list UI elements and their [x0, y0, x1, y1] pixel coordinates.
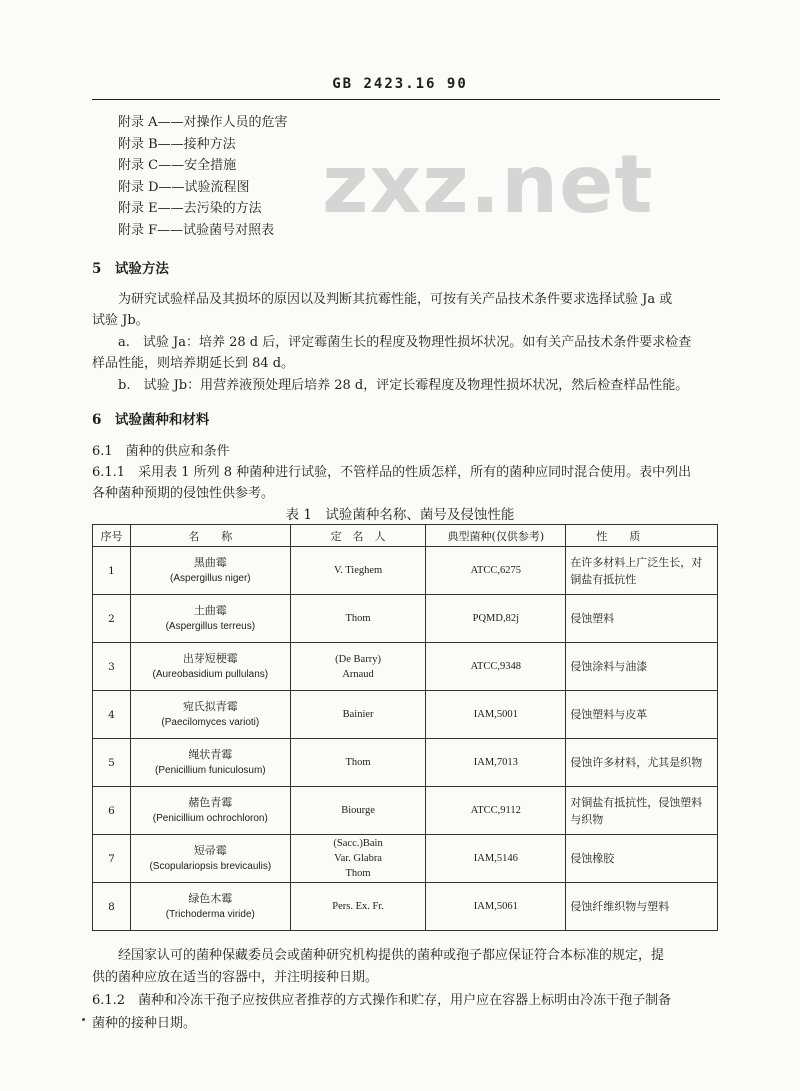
cell-strain: ATCC,9348 — [426, 643, 566, 691]
author-line: (Sacc.)Bain — [333, 838, 383, 849]
author-line: Pers. Ex. Fr. — [332, 901, 384, 912]
scan-speck — [82, 1018, 85, 1021]
author-line: Thom — [345, 613, 371, 624]
appendix-item: 附录 E——去污染的方法 — [118, 201, 262, 216]
author-line: Biourge — [341, 805, 375, 816]
species-cn: 绿色木霉 — [188, 892, 233, 905]
cell-name — [130, 883, 290, 931]
species-cn: 出芽短梗霉 — [182, 652, 238, 665]
cell-property: 侵蚀塑料 — [566, 595, 718, 643]
species-cn: 黑曲霉 — [193, 556, 227, 569]
author-line: V. Tieghem — [333, 565, 383, 576]
table-header-row — [93, 525, 718, 547]
cell-no: 2 — [93, 595, 131, 643]
cell-property: 侵蚀许多材料，尤其是织物 — [566, 739, 718, 787]
species-cn: 绳状青霉 — [188, 748, 233, 761]
table-body — [93, 547, 718, 931]
cell-strain: IAM,5146 — [426, 835, 566, 883]
cell-name — [130, 835, 290, 883]
table-row — [93, 835, 718, 883]
cell-no: 8 — [93, 883, 131, 931]
page-header: GB 2423.16 90 — [332, 76, 468, 92]
appendix-list — [118, 112, 288, 241]
table-row — [93, 883, 718, 931]
cell-name — [130, 691, 290, 739]
species-cn: 土曲霉 — [193, 604, 227, 617]
table-row — [93, 739, 718, 787]
section-6-1: 6.1 菌种的供应和条件 — [92, 444, 230, 459]
author-line: Var. Glabra — [334, 853, 382, 864]
strain-table — [92, 524, 718, 931]
section-5-paragraph-cont: 试验 Jb。 — [92, 313, 149, 328]
cell-no: 4 — [93, 691, 131, 739]
section-5-title: 5 试验方法 — [92, 261, 169, 277]
species-cn: 短帚霉 — [193, 844, 227, 857]
author-line: (De Barry) — [335, 653, 381, 665]
author-line: Arnaud — [342, 668, 374, 680]
table-row — [93, 595, 718, 643]
after-paragraph: 经国家认可的菌种保藏委员会或菌种研究机构提供的菌种或孢子都应保证符合本标准的规定，提 — [118, 948, 665, 963]
species-latin: (Aureobasidium pullulans) — [152, 669, 269, 680]
cell-strain: ATCC,6275 — [426, 547, 566, 595]
header-name: 名 称 — [130, 525, 290, 547]
header-no: 序号 — [93, 525, 131, 547]
appendix-item: 附录 F——试验菌号对照表 — [118, 222, 275, 238]
appendix-item: 附录 B——接种方法 — [118, 136, 236, 152]
cell-strain: IAM,5001 — [426, 691, 566, 739]
cell-no: 6 — [93, 787, 131, 835]
watermark: zxz.net — [322, 138, 654, 231]
item-b: b. 试验 Jb：用营养液预处理后培养 28 d，评定长霉程度及物理性损坏状况，然后检查样品性能。 — [118, 378, 689, 393]
species-latin: (Scopulariopsis brevicaulis) — [149, 861, 272, 872]
cell-no: 1 — [93, 547, 131, 595]
section-6-1-1: 6.1.1 采用表 1 所列 8 种菌种进行试验，不管样品的性质怎样，所有的菌种应同时混合使用。表中列出 — [92, 465, 692, 480]
table-row — [93, 547, 718, 595]
cell-author — [290, 883, 426, 931]
table-caption: 表 1 试验菌种名称、菌号及侵蚀性能 — [285, 507, 515, 523]
cell-author — [290, 643, 426, 691]
header-property: 性 质 — [566, 525, 718, 547]
cell-no: 3 — [93, 643, 131, 691]
section-6-1-2-cont: 菌种的接种日期。 — [92, 1016, 197, 1031]
section-5-paragraph: 为研究试验样品及其损坏的原因以及判断其抗霉性能，可按有关产品技术条件要求选择试验 Ja 或 — [118, 292, 673, 307]
appendix-item: 附录 A——对操作人员的危害 — [118, 115, 288, 130]
section-6-1-2: 6.1.2 菌种和冷冻干孢子应按供应者推荐的方式操作和贮存，用户应在容器上标明由冷冻干孢子制备 — [92, 993, 672, 1008]
cell-author — [290, 595, 426, 643]
appendix-item: 附录 C——安全措施 — [118, 158, 237, 173]
species-latin: (Aspergillus terreus) — [165, 621, 256, 632]
species-cn: 宛氏拟青霉 — [182, 700, 238, 713]
species-latin: (Penicillium funiculosum) — [155, 765, 266, 776]
appendix-item: 附录 D——试验流程图 — [118, 179, 250, 195]
cell-strain: IAM,5061 — [426, 883, 566, 931]
cell-author — [290, 787, 426, 835]
species-latin: (Aspergillus niger) — [170, 573, 251, 584]
species-latin: (Trichoderma viride) — [165, 909, 255, 920]
header-strain: 典型菌种(仅供参考) — [426, 525, 566, 547]
section-6-1-1-cont: 各种菌种预期的侵蚀性供参考。 — [92, 486, 275, 501]
cell-property: 侵蚀涂料与油漆 — [566, 643, 718, 691]
cell-author — [290, 547, 426, 595]
cell-property: 侵蚀纤维织物与塑料 — [566, 883, 718, 931]
cell-name — [130, 595, 290, 643]
cell-name — [130, 547, 290, 595]
cell-property: 在许多材料上广泛生长，对铜盐有抵抗性 — [566, 547, 718, 595]
item-a-cont: 样品性能，则培养期延长到 84 d。 — [92, 356, 295, 371]
cell-author — [290, 739, 426, 787]
cell-property: 侵蚀塑料与皮革 — [566, 691, 718, 739]
header-rule — [92, 99, 720, 100]
species-cn: 赭色青霉 — [188, 796, 233, 809]
cell-author — [290, 835, 426, 883]
species-latin: (Paecilomyces varioti) — [161, 717, 260, 728]
cell-author — [290, 691, 426, 739]
section-6-title: 6 试验菌种和材料 — [92, 412, 210, 428]
cell-strain: PQMD,82j — [426, 595, 566, 643]
header-author: 定 名 人 — [290, 525, 426, 547]
cell-name — [130, 739, 290, 787]
cell-no: 5 — [93, 739, 131, 787]
cell-strain: IAM,7013 — [426, 739, 566, 787]
cell-strain: ATCC,9112 — [426, 787, 566, 835]
cell-name — [130, 643, 290, 691]
cell-no: 7 — [93, 835, 131, 883]
table-row — [93, 643, 718, 691]
cell-name — [130, 787, 290, 835]
table-row — [93, 691, 718, 739]
table-row — [93, 787, 718, 835]
author-line: Thom — [345, 757, 371, 768]
cell-property: 对铜盐有抵抗性，侵蚀塑料与织物 — [566, 787, 718, 835]
item-a: a. 试验 Ja：培养 28 d 后，评定霉菌生长的程度及物理性损坏状况。如有关产品技术条件要求检查 — [118, 335, 692, 350]
author-line: Bainier — [342, 709, 374, 720]
after-paragraph-cont: 供的菌种应放在适当的容器中，并注明接种日期。 — [92, 970, 379, 985]
species-latin: (Penicillium ochrochloron) — [152, 813, 268, 824]
cell-property: 侵蚀橡胶 — [566, 835, 718, 883]
author-line: Thom — [345, 868, 371, 879]
